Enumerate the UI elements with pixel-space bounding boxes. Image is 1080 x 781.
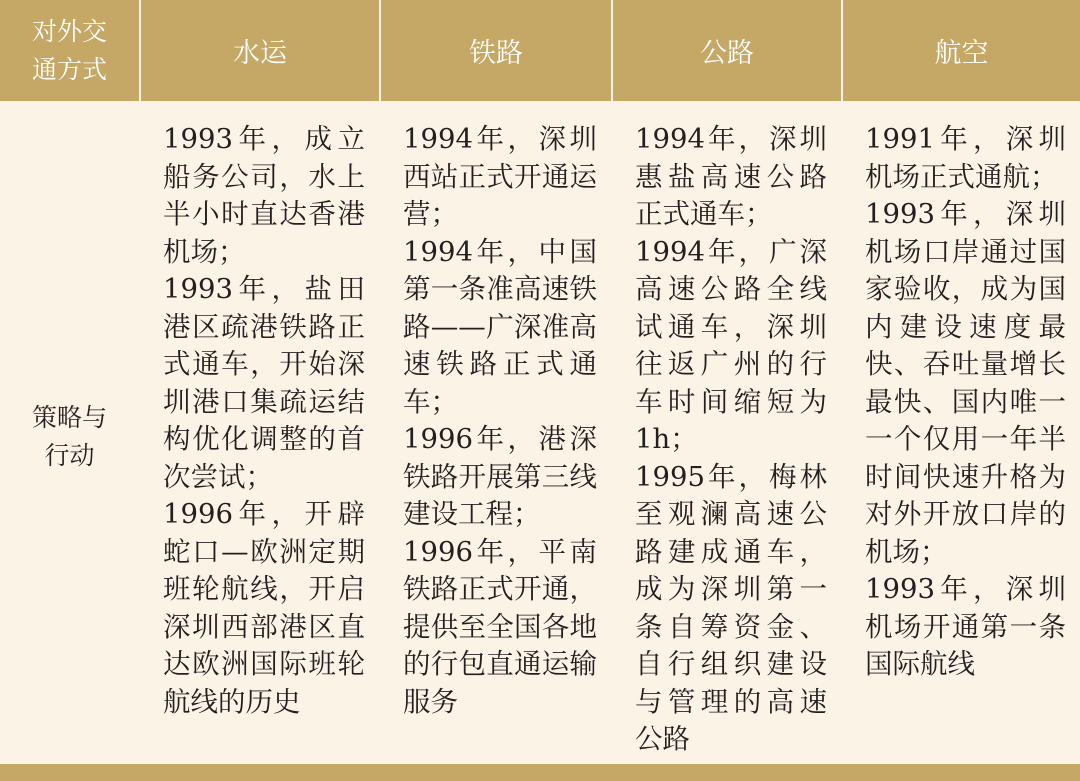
rail-entry: 1996年，港深铁路开展第三线建设工程； <box>403 423 597 530</box>
air-entry: 1991年，深圳机场正式通航； <box>865 123 1066 193</box>
road-entry: 1995年，梅林至观澜高速公路建成通车，成为深圳第一条自筹资金、自行组织建设与管理的高速公路 <box>635 460 827 755</box>
water-entry: 1993年，成立船务公司，水上半小时直达香港机场； <box>163 123 365 268</box>
rail-entry: 1994年，深圳西站正式开通运营； <box>403 123 597 230</box>
strategy-row <box>0 101 1080 773</box>
rail-entry: 1994年，中国第一条准高速铁路——广深准高速铁路正式通车； <box>403 235 597 418</box>
water-entry: 1996年，开辟蛇口—欧洲定期班轮航线，开启深圳西部港区直达欧洲国际班轮航线的历史 <box>163 498 365 718</box>
water-entry: 1993年，盐田港区疏港铁路正式通车，开始深圳港口集疏运结构优化调整的首次尝试； <box>163 273 365 493</box>
header-water: 水运 <box>140 0 380 101</box>
rail-entry: 1996年，平南铁路正式开通，提供至全国各地的行包直通运输服务 <box>403 535 597 718</box>
air-entry: 1993年，深圳机场口岸通过国家验收，成为国内建设速度最快、吞吐量增长最快、国内唯一一个仅用一年半时间快速升格为对外开放口岸的机场； <box>865 198 1066 568</box>
header-air: 航空 <box>842 0 1080 101</box>
road-entry: 1994年，深圳惠盐高速公路正式通车； <box>635 123 827 230</box>
cell-rail <box>380 101 612 773</box>
footer-bar <box>0 764 1080 781</box>
road-entry: 1994年，广深高速公路全线试通车，深圳往返广州的行车时间缩短为1h； <box>635 235 827 455</box>
cell-air <box>842 101 1080 773</box>
header-rail: 铁路 <box>380 0 612 101</box>
row-label-strategy: 策略与行动 <box>0 101 140 773</box>
cell-road <box>612 101 842 773</box>
cell-water <box>140 101 380 773</box>
header-road: 公路 <box>612 0 842 101</box>
air-entry: 1993年，深圳机场开通第一条国际航线 <box>865 573 1066 680</box>
header-row <box>0 0 1080 101</box>
header-corner: 对外交通方式 <box>0 0 140 101</box>
